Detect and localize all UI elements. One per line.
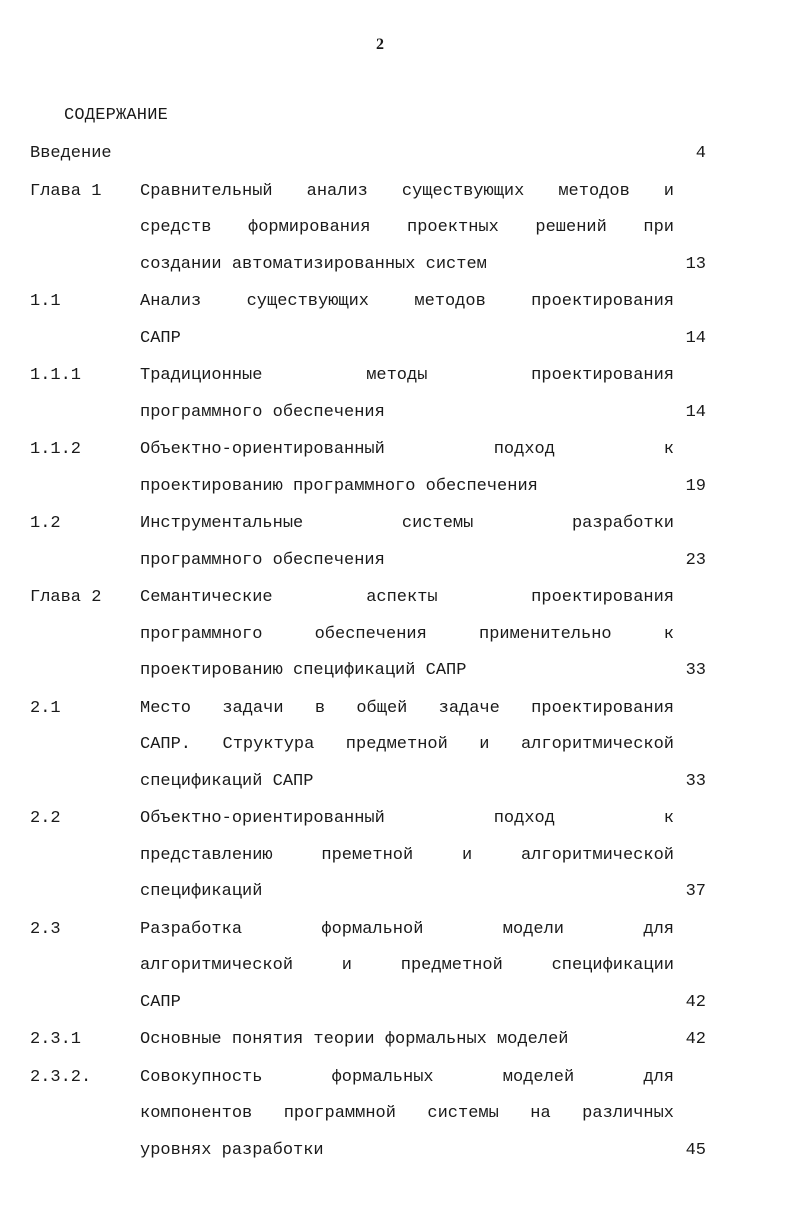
toc-entry-title-line: Традиционные методы проектирования bbox=[140, 366, 674, 385]
toc-entry-title bbox=[140, 1060, 674, 1170]
toc-entry-number: 2.3.2. bbox=[30, 1067, 92, 1087]
toc-entry-title-line: САПР. Структура предметной и алгоритмической bbox=[140, 735, 674, 754]
toc-entry-number: Глава 2 bbox=[30, 588, 102, 607]
toc-entry-number: 1.1.2 bbox=[30, 440, 82, 459]
toc-entry-title bbox=[140, 284, 674, 357]
toc-entry-page: 45 bbox=[685, 1140, 706, 1160]
toc-entry-title-line: создании автоматизированных систем bbox=[140, 254, 487, 274]
toc-entry bbox=[30, 136, 720, 173]
toc-entry-title bbox=[140, 136, 674, 173]
toc-entry-title bbox=[140, 1022, 674, 1059]
toc-entry-title bbox=[140, 358, 674, 431]
toc-entry bbox=[30, 284, 720, 357]
toc-entry-title bbox=[140, 912, 674, 1022]
toc-entry-title-line: уровнях разработки bbox=[140, 1140, 324, 1160]
toc-entry-title-line: Основные понятия теории формальных моделей bbox=[140, 1030, 569, 1049]
toc-entry-title-line: Анализ существующих методов проектирования bbox=[140, 292, 674, 311]
page-number: 2 bbox=[376, 36, 384, 53]
toc-entry-title-line: Объектно-ориентированный подход к bbox=[140, 440, 674, 459]
toc-entry-title bbox=[140, 691, 674, 801]
toc-entry-title-line: Сравнительный анализ существующих методов и bbox=[140, 181, 674, 201]
toc-entry-page: 33 bbox=[685, 661, 706, 680]
toc-entry bbox=[30, 506, 720, 579]
toc-entry-number: 2.2 bbox=[30, 809, 61, 828]
toc-entry bbox=[30, 912, 720, 1022]
toc-entry-page: 42 bbox=[685, 1030, 706, 1049]
toc-entry bbox=[30, 358, 720, 431]
toc-entry bbox=[30, 801, 720, 911]
toc-entry-title-line: Объектно-ориентированный подход к bbox=[140, 809, 674, 828]
toc-entry-page: 19 bbox=[685, 476, 706, 496]
toc-entry-title-line: компонентов программной системы на различных bbox=[140, 1104, 674, 1123]
toc-entry-title-line bbox=[140, 136, 674, 173]
toc-entry-title-line: программного обеспечения bbox=[140, 550, 385, 570]
toc-entry-number: Глава 1 bbox=[30, 181, 102, 201]
toc-entry-title-line: Разработка формальной модели для bbox=[140, 919, 674, 939]
toc-entry-title-line: САПР bbox=[140, 992, 181, 1012]
toc-entry-title bbox=[140, 801, 674, 911]
toc-entry-page: 14 bbox=[685, 402, 706, 422]
toc-entry-title-line: Семантические аспекты проектирования bbox=[140, 588, 674, 607]
toc-entry-number: Введение bbox=[30, 144, 112, 163]
toc-entry-title-line: проектированию программного обеспечения bbox=[140, 476, 538, 496]
toc-entry-page: 13 bbox=[685, 254, 706, 274]
toc-entry bbox=[30, 1060, 720, 1170]
toc-entry-number: 2.1 bbox=[30, 698, 61, 718]
toc-entry-title-line: САПР bbox=[140, 328, 181, 348]
toc-entry-title-line: представлению преметной и алгоритмической bbox=[140, 845, 674, 865]
toc-entry-number: 1.1.1 bbox=[30, 366, 82, 385]
toc-entry-number: 1.1 bbox=[30, 292, 61, 311]
toc-entry-page: 23 bbox=[685, 550, 706, 570]
toc-entry-page: 33 bbox=[685, 771, 706, 791]
toc-entry bbox=[30, 1022, 720, 1059]
toc-entry-title-line: спецификаций bbox=[140, 882, 263, 901]
toc-entry-title-line: Совокупность формальных моделей для bbox=[140, 1067, 674, 1087]
toc-entry bbox=[30, 580, 720, 690]
toc-entry-title bbox=[140, 506, 674, 579]
toc-entry bbox=[30, 691, 720, 801]
toc-entry-title-line: алгоритмической и предметной спецификации bbox=[140, 956, 674, 975]
toc-entry-title-line: Место задачи в общей задаче проектирования bbox=[140, 698, 674, 718]
toc-entry bbox=[30, 174, 720, 284]
toc-entry-title-line: Инструментальные системы разработки bbox=[140, 514, 674, 533]
toc-entry bbox=[30, 432, 720, 505]
toc-title: СОДЕРЖАНИЕ bbox=[64, 106, 169, 125]
toc-entry-number: 2.3 bbox=[30, 919, 61, 939]
toc-entry-page: 37 bbox=[685, 882, 706, 901]
toc-entry-number: 1.2 bbox=[30, 514, 61, 533]
toc-entry-title bbox=[140, 580, 674, 690]
toc-entry-title bbox=[140, 174, 674, 284]
toc-entry-page: 42 bbox=[685, 992, 706, 1012]
toc-entry-title-line: программного обеспечения применительно к bbox=[140, 624, 674, 644]
toc-entry-page: 14 bbox=[685, 328, 706, 348]
table-of-contents bbox=[30, 136, 720, 1170]
toc-entry-title-line: программного обеспечения bbox=[140, 402, 385, 422]
toc-entry-title-line: проектированию спецификаций САПР bbox=[140, 661, 467, 680]
toc-entry-page: 4 bbox=[695, 144, 706, 163]
toc-entry-title-line: средств формирования проектных решений при bbox=[140, 218, 674, 237]
toc-entry-number: 2.3.1 bbox=[30, 1030, 82, 1049]
toc-entry-title-line: спецификаций САПР bbox=[140, 771, 314, 791]
toc-entry-title bbox=[140, 432, 674, 505]
